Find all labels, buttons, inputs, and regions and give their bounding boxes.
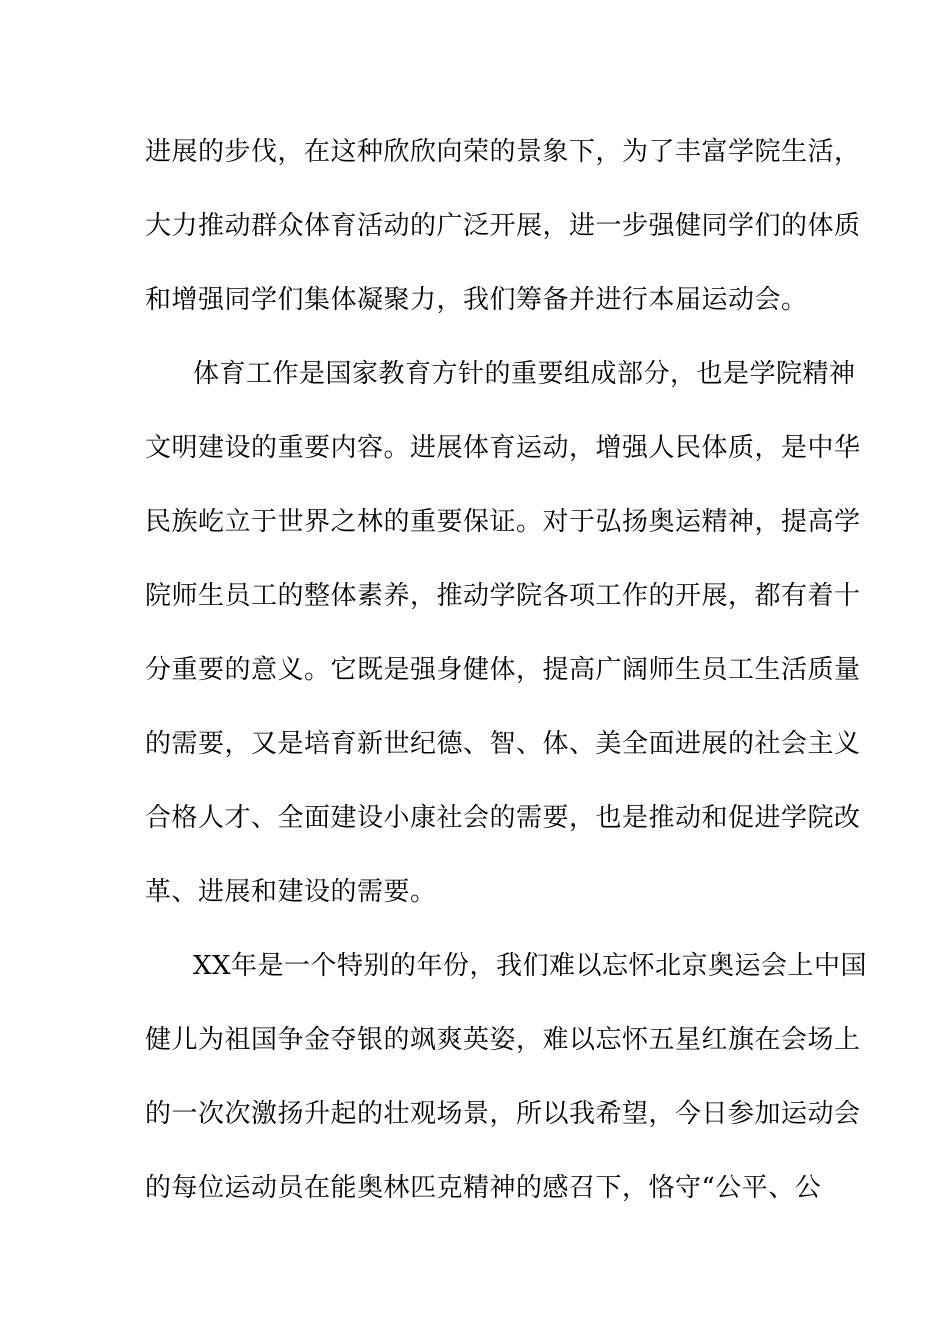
text-line-12: XX年是一个特别的年份，我们难以忘怀北京奥运会上中国 [193, 951, 868, 981]
text-line-1: 进展的步伐，在这种欣欣向荣的景象下，为了丰富学院生活， [145, 137, 861, 167]
text-line-15: 的每位运动员在能奥林匹克精神的感召下，恪守“公平、公 [145, 1173, 822, 1203]
text-line-6: 民族屹立于世界之林的重要保证。对于弘扬奥运精神，提高学 [145, 507, 861, 537]
text-line-9: 的需要，又是培育新世纪德、智、体、美全面进展的社会主义 [145, 729, 861, 759]
text-line-7: 院师生员工的整体素养，推动学院各项工作的开展，都有着十 [145, 581, 861, 611]
text-line-13: 健儿为祖国争金夺银的飒爽英姿，难以忘怀五星红旗在会场上 [145, 1025, 861, 1055]
body-text [145, 126, 868, 1236]
text-line-5: 文明建设的重要内容。进展体育运动，增强人民体质，是中华 [145, 433, 861, 463]
text-line-14: 的一次次激扬升起的壮观场景，所以我希望，今日参加运动会 [145, 1099, 861, 1129]
text-line-8: 分重要的意义。它既是强身健体，提高广阔师生员工生活质量 [145, 655, 861, 685]
text-line-2: 大力推动群众体育活动的广泛开展，进一步强健同学们的体质 [145, 211, 861, 241]
text-line-11: 革、进展和建设的需要。 [145, 877, 437, 907]
text-line-3: 和增强同学们集体凝聚力，我们筹备并进行本届运动会。 [145, 285, 808, 315]
text-line-4: 体育工作是国家教育方针的重要组成部分，也是学院精神 [193, 359, 856, 389]
text-line-10: 合格人才、全面建设小康社会的需要，也是推动和促进学院改 [145, 803, 861, 833]
